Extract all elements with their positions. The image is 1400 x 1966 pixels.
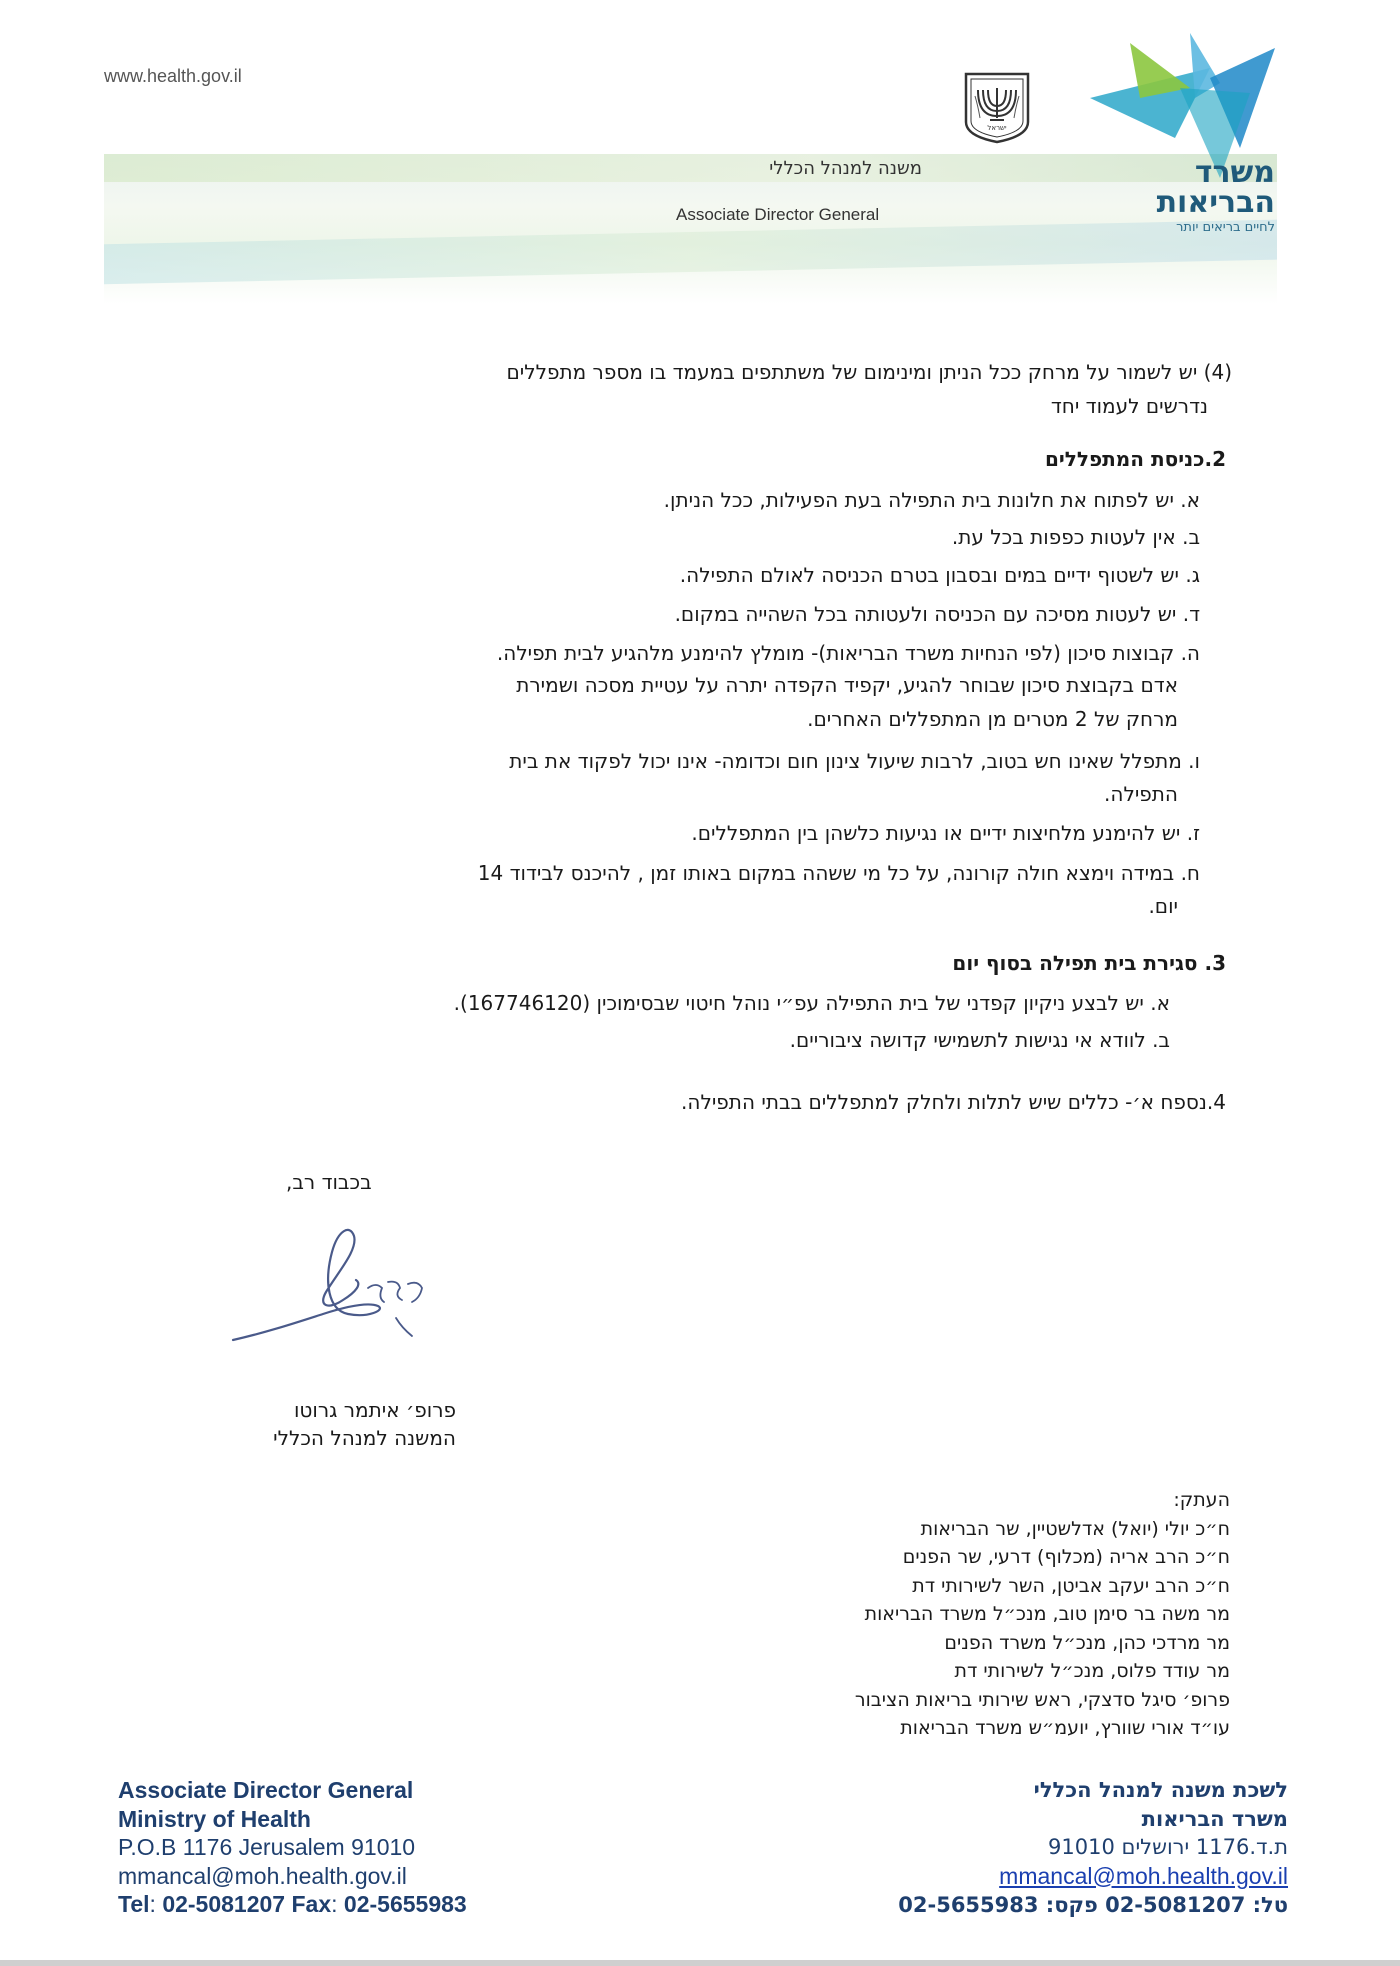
footer-address: P.O.B 1176 Jerusalem 91010 (118, 1834, 416, 1860)
footer-ministry-name: Ministry of Health (118, 1805, 311, 1832)
signer-block (216, 1396, 456, 1452)
handwritten-signature-icon (228, 1222, 438, 1364)
section-2-item-h: ה. קבוצות סיכון (לפי הנחיות משרד הבריאות)- מומלץ להימנע מלהגיע לבית תפילה. (496, 641, 1200, 665)
tel-number: 02-5081207 (162, 1891, 286, 1917)
copy-recipient: עו״ד אורי שוורץ, יועמ״ש משרד הבריאות (900, 1717, 1230, 1739)
tel-label: Tel (118, 1891, 150, 1917)
copy-recipient: ח״כ יולי (יואל) אדלשטיין, שר הבריאות (920, 1517, 1230, 1540)
footer-hebrew (788, 1776, 1288, 1920)
emblem-text: ישראל (987, 124, 1007, 132)
ministry-name-line2: הבריאות (1156, 185, 1275, 220)
ministry-tagline: לחיים בריאים יותר (1176, 220, 1275, 235)
department-name-hebrew: משנה למנהל הכללי (769, 158, 922, 179)
signer-title: המשנה למנהל הכללי (273, 1426, 456, 1450)
section-2-heading: 2.כניסת המתפללים (1044, 447, 1226, 471)
copy-recipient: מר עודד פלוס, מנכ״ל לשירותי דת (954, 1660, 1230, 1682)
item-4-line-1: (4) יש לשמור על מרחק ככל הניתן ומינימום של משתתפים במעמד בו מספר מתפללים (506, 360, 1232, 384)
item-4-line-2: נדרשים לעמוד יחד (1050, 394, 1208, 418)
section-2-item-v-cont: התפילה. (1104, 782, 1178, 806)
copies-label: העתק: (1173, 1489, 1230, 1511)
ministry-name-line1: משרד (1194, 155, 1275, 190)
footer-email-link[interactable]: mmancal@moh.health.gov.il (999, 1862, 1288, 1889)
footer-phone-line: Tel: 02-5081207 Fax: 02-5655983 (118, 1891, 467, 1917)
footer-office-name-hebrew: לשכת משנה למנהל הכללי (1033, 1778, 1288, 1802)
copies-list (670, 1486, 1230, 1743)
section-4-appendix: 4.נספח א׳- כללים שיש לתלות ולחלק למתפללים בבתי התפילה. (681, 1090, 1226, 1114)
section-2-item-v: ו. מתפלל שאינו חש בטוב, לרבות שיעול צינון חום וכדומה- אינו יכול לפקוד את בית (509, 749, 1200, 773)
section-2-item-d: ד. יש לעטות מסיכה עם הכניסה ולעטותה בכל השהייה במקום. (674, 602, 1200, 626)
fax-label: Fax (291, 1891, 332, 1917)
footer-address-hebrew: ת.ד.1176 ירושלים 91010 (1048, 1835, 1288, 1859)
section-3-heading: 3. סגירת בית תפילה בסוף יום (952, 951, 1226, 975)
section-2-item-g: ג. יש לשטוף ידיים במים ובסבון בטרם הכניסה לאולם התפילה. (679, 563, 1200, 587)
copy-recipient: ח״כ הרב אריה (מכלוף) דרעי, שר הפנים (902, 1546, 1230, 1568)
footer-office-name: Associate Director General (118, 1777, 414, 1803)
copy-recipient: פרופ׳ סיגל סדצקי, ראש שירותי בריאות הציבור (854, 1688, 1230, 1711)
footer-email[interactable]: mmancal@moh.health.gov.il (118, 1862, 407, 1889)
section-2-item-ch-cont: יום. (1148, 894, 1178, 918)
copy-recipient: ח״כ הרב יעקב אביטן, השר לשירותי דת (912, 1574, 1230, 1597)
section-3-item-b: ב. לוודא אי נגישות לתשמישי קדושה ציבוריים. (789, 1028, 1170, 1052)
fax-number: 02-5655983 (343, 1891, 467, 1917)
page-bottom-edge (0, 1960, 1400, 1966)
closing-salutation: בכבוד רב, (286, 1170, 372, 1194)
state-emblem-icon (960, 70, 1034, 144)
section-2-item-b: ב. אין לעטות כפפות בכל עת. (951, 525, 1200, 549)
department-name-english: Associate Director General (676, 205, 880, 224)
copy-recipient: מר מרדכי כהן, מנכ״ל משרד הפנים (944, 1631, 1230, 1654)
section-2-item-a: א. יש לפתוח את חלונות בית התפילה בעת הפעילות, ככל הניתן. (663, 488, 1200, 512)
signer-name: פרופ׳ איתמר גרוטו (293, 1398, 456, 1422)
section-2-item-z: ז. יש להימנע מלחיצות ידיים או נגיעות כלשהן בין המתפללים. (691, 821, 1200, 845)
footer-phone-line-hebrew: טל: 02-5081207 פקס: 02-5655983 (898, 1893, 1288, 1917)
section-2-item-ch: ח. במידה וימצא חולה קורונה, על כל מי ששהה במקום באותו זמן , להיכנס לבידוד 14 (477, 861, 1200, 885)
ministry-name (1065, 155, 1275, 235)
section-2-item-h-cont: אדם בקבוצת סיכון שבוחר להגיע, יקפיד הקפדה יתרה על עטיית מסכה ושמירת (516, 673, 1178, 697)
section-2-item-h-cont: מרחק של 2 מטרים מן המתפללים האחרים. (807, 707, 1178, 731)
footer-ministry-name-hebrew: משרד הבריאות (1141, 1806, 1288, 1831)
site-url: www.health.gov.il (104, 66, 242, 86)
footer-english (118, 1776, 467, 1919)
section-3-item-a: א. יש לבצע ניקיון קפדני של בית התפילה עפ״י נוהל חיטוי שבסימוכין (167746120). (453, 991, 1170, 1015)
copy-recipient: מר משה בר סימן טוב, מנכ״ל משרד הבריאות (864, 1603, 1230, 1625)
